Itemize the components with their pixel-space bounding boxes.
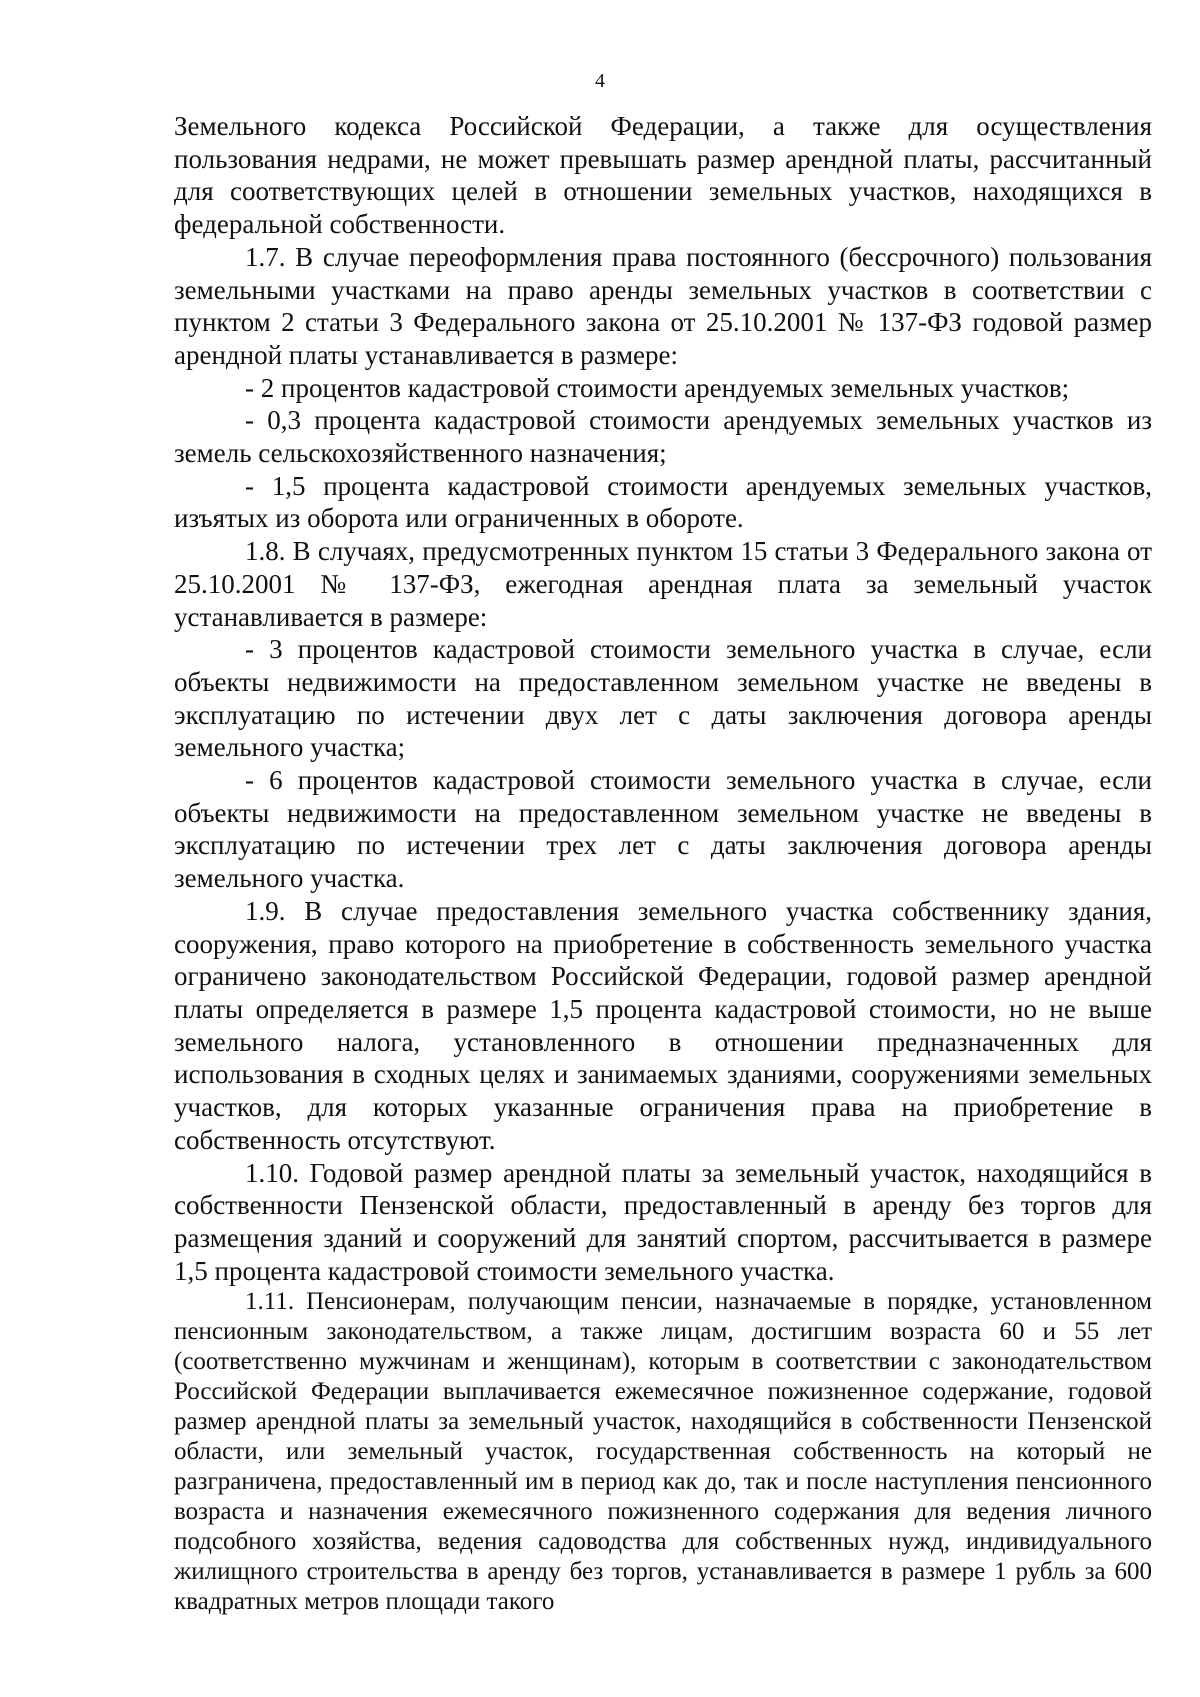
dense-section [174, 1287, 1152, 1617]
page-number: 4 [595, 70, 605, 92]
list-item-6-percent: - 6 процентов кадастровой стоимости земельного участка в случае, если объекты недвижимости на предоставленном земельном участке не введены в эксплуатацию по истечении трех лет с даты заключения договора аренды земельного участка. [174, 765, 1152, 894]
paragraph-1-11: 1.11. Пенсионерам, получающим пенсии, назначаемые в порядке, установленном пенсионным законодательством, а также лицам, достигшим возраста 60 и 55 лет (соответственно мужчинам и женщинам), которым в соответствии с законодательством Российской Федерации выплачивается ежемесячное пожизненное содержание, годовой размер арендной платы за земельный участок, находящийся в собственности Пензенской области, или земельный участок, государственная собственность на который не разграничена, предоставленный им в период как до, так и после наступления пенсионного возраста и назначения ежемесячного пожизненного содержания для ведения личного подсобного хозяйства, ведения садоводства для собственных нужд, индивидуального жилищного строительства в аренду без торгов, устанавливается в размере 1 рубль за 600 квадратных метров площади такого [174, 1288, 1152, 1616]
list-item-3-percent: - 3 процентов кадастровой стоимости земельного участка в случае, если объекты недвижимости на предоставленном земельном участке не введены в эксплуатацию по истечении двух лет с даты заключения договора аренды земельного участка; [174, 634, 1152, 763]
list-item-0-3-percent: - 0,3 процента кадастровой стоимости арендуемых земельных участков из земель сельскохозяйственного назначения; [174, 405, 1152, 469]
paragraph-1-10: 1.10. Годовой размер арендной платы за земельный участок, находящийся в собственности Пензенской области, предоставленный в аренду без торгов для размещения зданий и сооружений для занятий спортом, рассчитывается в размере 1,5 процента кадастровой стоимости земельного участка. [174, 1157, 1152, 1286]
paragraph-continuation: Земельного кодекса Российской Федерации, а также для осуществления пользования недрами, не может превышать размер арендной платы, рассчитанный для соответствующих целей в отношении земельных участков, находящихся в федеральной собственности. [174, 111, 1152, 240]
list-item-2-percent: - 2 процентов кадастровой стоимости арендуемых земельных участков; [245, 372, 1070, 403]
paragraph-1-9: 1.9. В случае предоставления земельного участка собственнику здания, сооружения, право которого на приобретение в собственность земельного участка ограничено законодательством Российской Федерации, годовой размер арендной платы определяется в размере 1,5 процента кадастровой стоимости, но не выше земельного налога, установленного в отношении предназначенных для использования в сходных целях и занимаемых зданиями, сооружениями земельных участков, для которых указанные ограничения права на приобретение в собственность отсутствуют. [174, 895, 1152, 1155]
list-item-1-5-percent: - 1,5 процента кадастровой стоимости арендуемых земельных участков, изъятых из оборота или ограниченных в обороте. [174, 470, 1152, 534]
paragraph-1-8: 1.8. В случаях, предусмотренных пунктом 15 статьи 3 Федерального закона от 25.10.2001 № 137-ФЗ, ежегодная арендная плата за земельный участок устанавливается в размере: [174, 536, 1152, 632]
document-body [174, 110, 1152, 1617]
paragraph-1-7: 1.7. В случае переоформления права постоянного (бессрочного) пользования земельными участками на право аренды земельных участков в соответствии с пунктом 2 статьи 3 Федерального закона от 25.10.2001 № 137-ФЗ годовой размер арендной платы устанавливается в размере: [174, 241, 1152, 370]
